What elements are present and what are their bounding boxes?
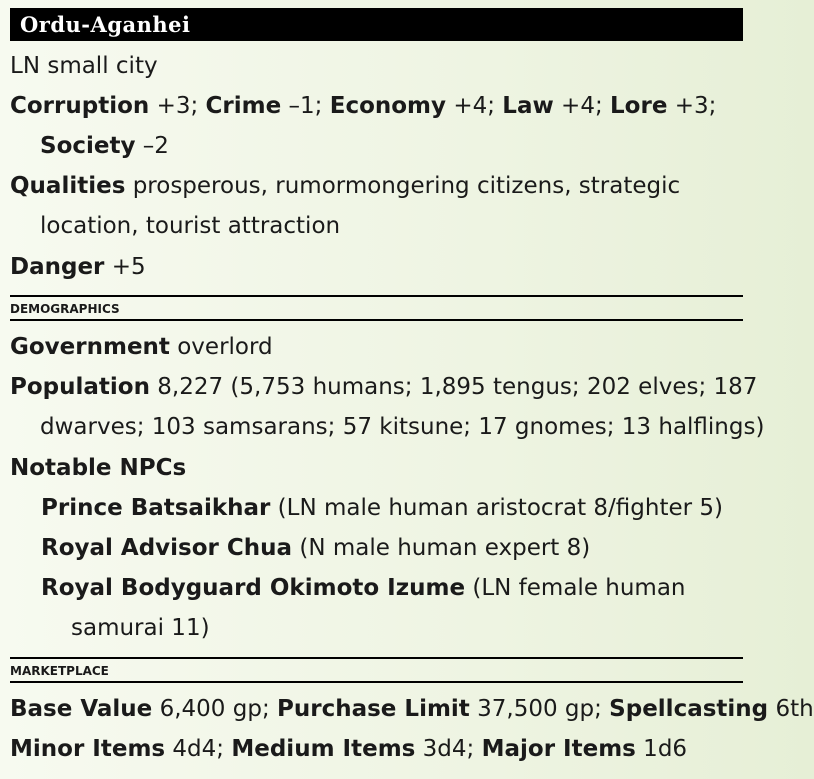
medium-items-label: Medium Items bbox=[231, 736, 416, 762]
government-line bbox=[10, 332, 273, 362]
demographics-header: demographics bbox=[10, 295, 743, 321]
qualities-text: prosperous, rumormongering citizens, strategic bbox=[125, 173, 681, 199]
marketplace-header: marketplace bbox=[10, 657, 743, 683]
corruption-label: Corruption bbox=[10, 93, 150, 119]
qualities-label: Qualities bbox=[10, 173, 126, 199]
qualities-line bbox=[10, 171, 680, 201]
society-label: Society bbox=[40, 133, 136, 159]
npc-desc: (LN female human bbox=[465, 575, 686, 601]
corruption-value: +3; bbox=[149, 93, 206, 119]
population-line bbox=[10, 372, 757, 402]
population-label: Population bbox=[10, 374, 150, 400]
society-value: –2 bbox=[135, 133, 169, 159]
danger-label: Danger bbox=[10, 254, 105, 280]
economy-label: Economy bbox=[329, 93, 447, 119]
notable-npcs-header: Notable NPCs bbox=[10, 455, 187, 481]
npc-entry bbox=[41, 493, 723, 523]
npc-name: Royal Advisor Chua bbox=[41, 535, 293, 561]
alignment-size: LN small city bbox=[10, 53, 158, 79]
npc-name: Royal Bodyguard Okimoto Izume bbox=[41, 575, 466, 601]
market-values-line bbox=[10, 694, 814, 724]
spellcasting-value: 6th bbox=[768, 696, 814, 722]
crime-value: –1; bbox=[281, 93, 330, 119]
medium-items-value: 3d4; bbox=[415, 736, 482, 762]
law-value: +4; bbox=[553, 93, 611, 119]
npc-desc: (N male human expert 8) bbox=[292, 535, 591, 561]
lore-label: Lore bbox=[610, 93, 668, 119]
base-value: 6,400 gp; bbox=[152, 696, 278, 722]
law-label: Law bbox=[502, 93, 554, 119]
population-text: 8,227 (5,753 humans; 1,895 tengus; 202 elves; 187 bbox=[149, 374, 758, 400]
npc-name: Prince Batsaikhar bbox=[41, 495, 271, 521]
npc-desc-continuation: samurai 11) bbox=[71, 615, 210, 641]
npc-entry bbox=[41, 573, 686, 603]
major-items-label: Major Items bbox=[481, 736, 636, 762]
population-continuation: dwarves; 103 samsarans; 57 kitsune; 17 gnomes; 13 halflings) bbox=[40, 414, 765, 440]
minor-items-label: Minor Items bbox=[10, 736, 166, 762]
danger-line bbox=[10, 252, 146, 282]
qualities-continuation: location, tourist attraction bbox=[40, 213, 341, 239]
purchase-limit-value: 37,500 gp; bbox=[469, 696, 610, 722]
government-value: overlord bbox=[169, 334, 273, 360]
economy-value: +4; bbox=[446, 93, 503, 119]
npc-desc: (LN male human aristocrat 8/fighter 5) bbox=[270, 495, 724, 521]
major-items-value: 1d6 bbox=[635, 736, 688, 762]
base-value-label: Base Value bbox=[10, 696, 153, 722]
danger-value: +5 bbox=[104, 254, 146, 280]
lore-value: +3; bbox=[667, 93, 717, 119]
settlement-title: Ordu-Aganhei bbox=[10, 8, 743, 41]
government-label: Government bbox=[10, 334, 170, 360]
society-line bbox=[40, 131, 169, 161]
modifiers-line bbox=[10, 91, 716, 121]
crime-label: Crime bbox=[205, 93, 282, 119]
npc-entry bbox=[41, 533, 590, 563]
purchase-limit-label: Purchase Limit bbox=[277, 696, 470, 722]
market-items-line bbox=[10, 734, 687, 764]
spellcasting-label: Spellcasting bbox=[609, 696, 769, 722]
minor-items-value: 4d4; bbox=[165, 736, 232, 762]
